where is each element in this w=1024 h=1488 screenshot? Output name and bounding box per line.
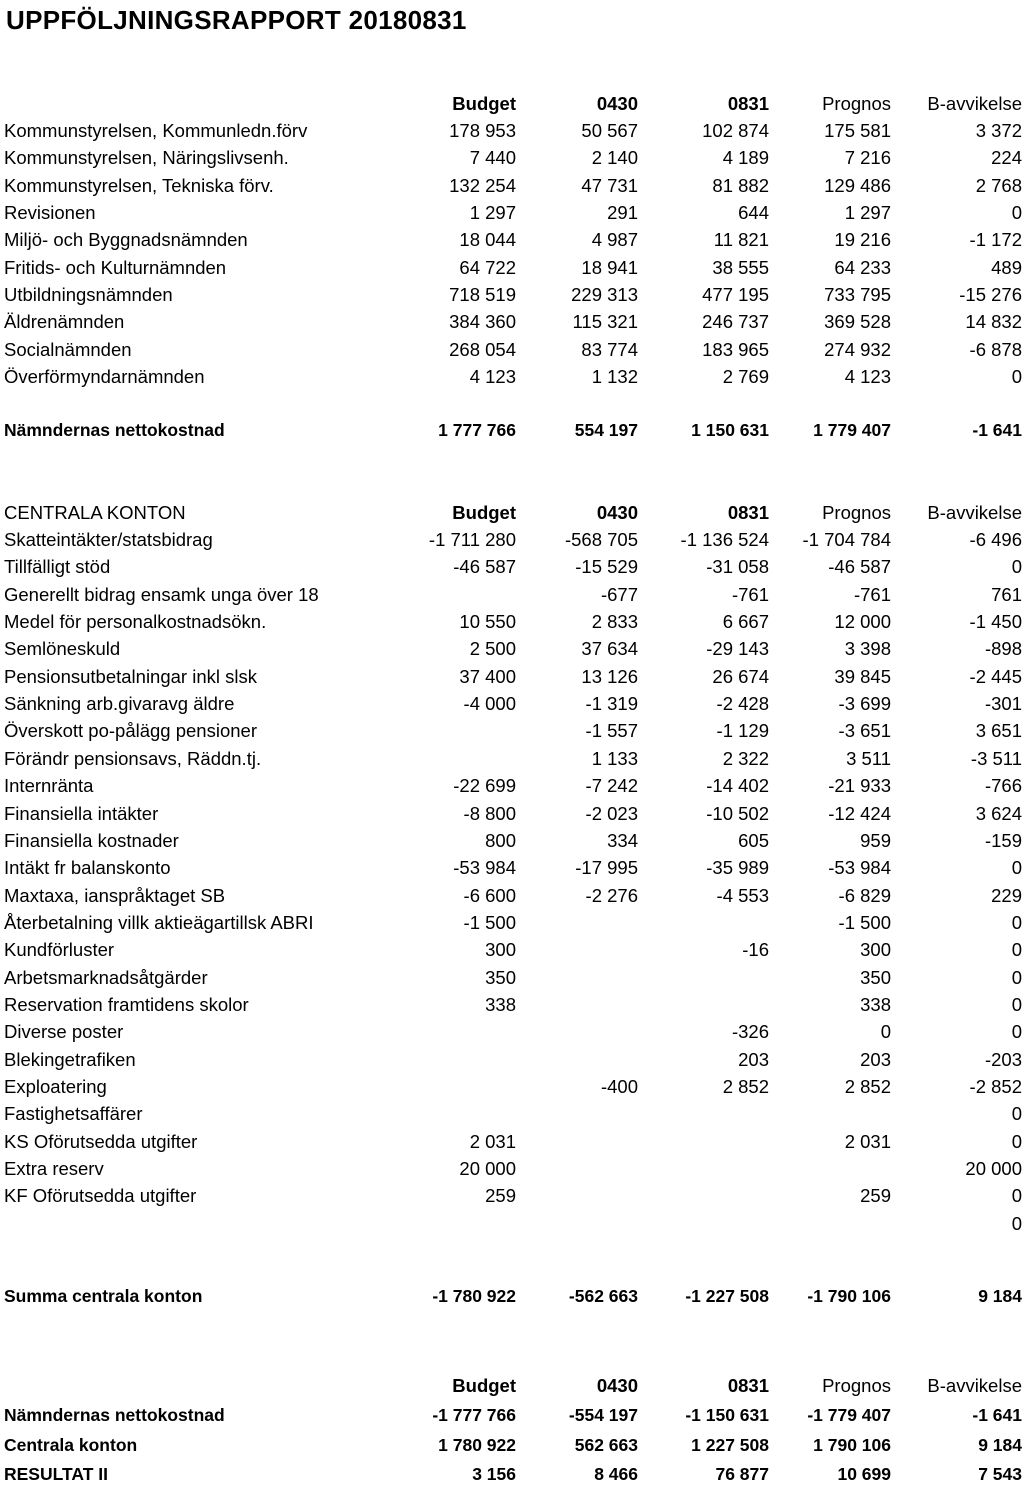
cell-prognos: 1 790 106 bbox=[813, 1434, 891, 1455]
cell-col-0430: 13 126 bbox=[581, 665, 638, 687]
table-total-row bbox=[0, 1402, 1024, 1429]
cell-label: Finansiella kostnader bbox=[4, 829, 179, 851]
cell-col-0831: 26 674 bbox=[712, 665, 769, 687]
cell-prognos: 338 bbox=[860, 993, 891, 1015]
cell-b-avvikelse: 0 bbox=[1011, 1130, 1022, 1152]
cell-col-0831: 605 bbox=[738, 829, 769, 851]
report-title: UPPFÖLJNINGSRAPPORT 20180831 bbox=[6, 5, 467, 35]
cell-prognos: -46 587 bbox=[828, 556, 891, 578]
cell-label: Förändr pensionsavs, Räddn.tj. bbox=[4, 747, 262, 769]
header-col-0831: 0831 bbox=[727, 93, 769, 114]
cell-col-0831: -29 143 bbox=[706, 638, 769, 660]
cell-col-0831: 203 bbox=[738, 1048, 769, 1070]
cell-col-0430: 1 133 bbox=[591, 747, 638, 769]
cell-col-0831: 183 965 bbox=[702, 338, 769, 360]
cell-col-0831: 6 667 bbox=[722, 611, 769, 633]
cell-budget: 37 400 bbox=[459, 665, 516, 687]
cell-b-avvikelse: 14 832 bbox=[965, 311, 1022, 333]
cell-b-avvikelse: 0 bbox=[1011, 993, 1022, 1015]
cell-col-0831: -4 553 bbox=[716, 884, 769, 906]
cell-budget: 2 500 bbox=[469, 638, 516, 660]
cell-b-avvikelse: 2 768 bbox=[975, 174, 1022, 196]
table-row bbox=[0, 663, 1024, 690]
table-row bbox=[0, 581, 1024, 608]
cell-col-0430: 229 313 bbox=[571, 284, 638, 306]
cell-col-0430: 50 567 bbox=[581, 120, 638, 141]
cell-prognos: 64 233 bbox=[834, 256, 891, 278]
cell-label: Miljö- och Byggnadsnämnden bbox=[4, 229, 248, 251]
cell-b-avvikelse: 0 bbox=[1011, 966, 1022, 988]
cell-col-0430: -17 995 bbox=[575, 857, 638, 879]
cell-col-0430: -15 529 bbox=[575, 556, 638, 578]
cell-b-avvikelse: 0 bbox=[1011, 202, 1022, 224]
cell-budget: 350 bbox=[485, 966, 516, 988]
cell-b-avvikelse: 229 bbox=[991, 884, 1022, 906]
cell-col-0430: -2 276 bbox=[585, 884, 638, 906]
header-col-0430: 0430 bbox=[596, 1375, 638, 1396]
cell-prognos: -1 704 784 bbox=[802, 529, 891, 550]
cell-col-0831: -14 402 bbox=[706, 775, 769, 797]
cell-b-avvikelse: 0 bbox=[1011, 366, 1022, 388]
cell-budget: -1 500 bbox=[463, 911, 516, 933]
cell-budget: 300 bbox=[485, 939, 516, 961]
cell-col-0831: 644 bbox=[738, 202, 769, 224]
table-row bbox=[0, 690, 1024, 717]
cell-col-0430: -400 bbox=[600, 1076, 638, 1097]
table-row bbox=[0, 882, 1024, 909]
cell-col-0430: 334 bbox=[607, 829, 638, 851]
cell-prognos: 203 bbox=[860, 1048, 891, 1070]
cell-col-0831: -1 227 508 bbox=[685, 1286, 769, 1306]
cell-budget: -22 699 bbox=[453, 775, 516, 797]
cell-label: Nämndernas nettokostnad bbox=[4, 1405, 225, 1425]
cell-col-0831: -31 058 bbox=[706, 556, 769, 578]
cell-b-avvikelse: -1 450 bbox=[969, 611, 1022, 633]
cell-label: Återbetalning villk aktieägartillsk ABRI bbox=[4, 911, 314, 933]
cell-budget: 259 bbox=[485, 1185, 516, 1207]
cell-budget: 20 000 bbox=[459, 1158, 516, 1180]
cell-budget: -4 000 bbox=[463, 693, 516, 715]
cell-b-avvikelse: -1 172 bbox=[969, 229, 1022, 251]
cell-col-0831: -1 150 631 bbox=[685, 1405, 769, 1425]
cell-label: Överskott po-pålägg pensioner bbox=[4, 720, 257, 742]
cell-col-0430: 83 774 bbox=[581, 338, 638, 360]
cell-label: Sänkning arb.givaravg äldre bbox=[4, 693, 235, 715]
cell-label: KF Oförutsedda utgifter bbox=[4, 1185, 197, 1207]
table-total-row bbox=[0, 1461, 1024, 1488]
cell-budget: -8 800 bbox=[463, 802, 516, 824]
table-row bbox=[0, 363, 1024, 390]
header-b-avvikelse: B-avvikelse bbox=[927, 1375, 1022, 1396]
cell-prognos: 2 031 bbox=[844, 1130, 891, 1152]
cell-prognos: -53 984 bbox=[828, 857, 891, 879]
table-row bbox=[0, 172, 1024, 199]
table-row bbox=[0, 1182, 1024, 1209]
cell-col-0831: -16 bbox=[742, 939, 769, 961]
table-row bbox=[0, 800, 1024, 827]
cell-col-0831: 246 737 bbox=[702, 311, 769, 333]
table-row bbox=[0, 1155, 1024, 1182]
cell-col-0430: -568 705 bbox=[564, 529, 638, 550]
header-b-avvikelse: B-avvikelse bbox=[927, 93, 1022, 114]
cell-b-avvikelse: 0 bbox=[1011, 911, 1022, 933]
cell-prognos: -6 829 bbox=[838, 884, 891, 906]
cell-label: Summa centrala konton bbox=[4, 1286, 203, 1306]
table-row bbox=[0, 1018, 1024, 1045]
cell-b-avvikelse: 224 bbox=[991, 147, 1022, 169]
cell-col-0430: -2 023 bbox=[585, 802, 638, 824]
cell-label: Kommunstyrelsen, Tekniska förv. bbox=[4, 174, 274, 196]
header-col-0831: 0831 bbox=[727, 1375, 769, 1396]
cell-col-0430: 47 731 bbox=[581, 174, 638, 196]
cell-prognos: 19 216 bbox=[834, 229, 891, 251]
cell-col-0831: 2 852 bbox=[722, 1076, 769, 1097]
cell-label: Kommunstyrelsen, Kommunledn.förv bbox=[4, 120, 308, 141]
cell-col-0831: -2 428 bbox=[716, 693, 769, 715]
cell-col-0831: 102 874 bbox=[702, 120, 769, 141]
cell-b-avvikelse: -3 511 bbox=[970, 747, 1022, 769]
cell-b-avvikelse: 489 bbox=[991, 256, 1022, 278]
cell-prognos: 1 779 407 bbox=[813, 420, 891, 440]
cell-budget: 1 297 bbox=[469, 202, 516, 224]
cell-budget: -1 780 922 bbox=[432, 1286, 516, 1306]
header-col-0430: 0430 bbox=[596, 502, 638, 523]
cell-label: Tillfälligt stöd bbox=[4, 556, 111, 578]
cell-b-avvikelse: 0 bbox=[1011, 556, 1022, 578]
cell-label: Blekingetrafiken bbox=[4, 1048, 136, 1070]
cell-b-avvikelse: 9 184 bbox=[978, 1286, 1022, 1306]
cell-prognos: 350 bbox=[860, 966, 891, 988]
cell-budget: 18 044 bbox=[459, 229, 516, 251]
cell-budget: -1 777 766 bbox=[432, 1405, 516, 1425]
table-row bbox=[0, 717, 1024, 744]
cell-col-0430: 1 132 bbox=[591, 366, 638, 388]
cell-prognos: -1 790 106 bbox=[807, 1286, 891, 1306]
cell-col-0831: 4 189 bbox=[722, 147, 769, 169]
cell-budget: 3 156 bbox=[472, 1464, 516, 1484]
header-budget: Budget bbox=[452, 502, 516, 523]
table-row bbox=[0, 1100, 1024, 1127]
cell-label: Generellt bidrag ensamk unga över 18 bbox=[4, 583, 319, 605]
table-header-row bbox=[0, 1372, 1024, 1399]
cell-label: Överförmyndarnämnden bbox=[4, 366, 205, 388]
cell-label: Centrala konton bbox=[4, 1434, 138, 1455]
table-row bbox=[0, 526, 1024, 553]
cell-prognos: -1 779 407 bbox=[807, 1405, 891, 1425]
cell-label: Utbildningsnämnden bbox=[4, 284, 173, 306]
cell-label: RESULTAT II bbox=[4, 1464, 109, 1484]
header-budget: Budget bbox=[452, 93, 516, 114]
cell-label: Fastighetsaffärer bbox=[4, 1103, 143, 1125]
cell-col-0831: 477 195 bbox=[702, 284, 769, 306]
cell-prognos: 7 216 bbox=[844, 147, 891, 169]
cell-b-avvikelse: 0 bbox=[1011, 1103, 1022, 1125]
cell-prognos: 259 bbox=[860, 1185, 891, 1207]
header-label: CENTRALA KONTON bbox=[4, 502, 186, 523]
cell-col-0831: 11 821 bbox=[713, 229, 769, 251]
cell-label: Diverse poster bbox=[4, 1021, 124, 1043]
cell-prognos: 129 486 bbox=[824, 174, 891, 196]
cell-prognos: -21 933 bbox=[828, 775, 891, 797]
cell-b-avvikelse: -301 bbox=[984, 693, 1022, 715]
cell-b-avvikelse: -898 bbox=[984, 638, 1022, 660]
cell-label: Kundförluster bbox=[4, 939, 115, 961]
header-col-0430: 0430 bbox=[596, 93, 638, 114]
cell-col-0831: -1 129 bbox=[716, 720, 769, 742]
table-header-row bbox=[0, 90, 1024, 117]
cell-prognos: 300 bbox=[860, 939, 891, 961]
cell-prognos: 1 297 bbox=[844, 202, 891, 224]
cell-prognos: 3 511 bbox=[846, 747, 891, 769]
cell-col-0831: 81 882 bbox=[712, 174, 769, 196]
cell-col-0430: -562 663 bbox=[568, 1286, 638, 1306]
cell-b-avvikelse: -1 641 bbox=[972, 1405, 1022, 1425]
table-row bbox=[0, 117, 1024, 144]
cell-col-0430: 554 197 bbox=[574, 420, 638, 440]
cell-label: KS Oförutsedda utgifter bbox=[4, 1130, 198, 1152]
cell-label: Äldrenämnden bbox=[4, 311, 125, 333]
cell-b-avvikelse: 9 184 bbox=[978, 1434, 1022, 1455]
cell-label: Internränta bbox=[4, 775, 94, 797]
table-row bbox=[0, 608, 1024, 635]
cell-label: Kommunstyrelsen, Näringslivsenh. bbox=[4, 147, 289, 169]
table-row bbox=[0, 553, 1024, 580]
table-row bbox=[0, 308, 1024, 335]
table-total-row bbox=[0, 1432, 1024, 1459]
table-row bbox=[0, 772, 1024, 799]
cell-col-0430: -1 557 bbox=[585, 720, 638, 742]
cell-col-0430: -7 242 bbox=[585, 775, 638, 797]
cell-prognos: -12 424 bbox=[828, 802, 891, 824]
cell-col-0831: 2 769 bbox=[722, 366, 769, 388]
cell-budget: 7 440 bbox=[469, 147, 516, 169]
cell-prognos: 175 581 bbox=[824, 120, 891, 141]
cell-budget: 132 254 bbox=[449, 174, 516, 196]
cell-budget: 10 550 bbox=[459, 611, 516, 633]
cell-b-avvikelse: -1 641 bbox=[972, 420, 1022, 440]
header-prognos: Prognos bbox=[822, 1375, 891, 1396]
table-row bbox=[0, 336, 1024, 363]
cell-b-avvikelse: -766 bbox=[984, 775, 1022, 797]
cell-b-avvikelse: 0 bbox=[1011, 857, 1022, 879]
cell-col-0430: 2 140 bbox=[591, 147, 638, 169]
cell-label: Intäkt fr balanskonto bbox=[4, 857, 171, 879]
cell-col-0430: 18 941 bbox=[581, 256, 638, 278]
cell-b-avvikelse: -6 496 bbox=[969, 529, 1022, 550]
cell-col-0430: -1 319 bbox=[585, 693, 638, 715]
cell-budget: 800 bbox=[485, 829, 516, 851]
cell-b-avvikelse: 0 bbox=[1011, 1021, 1022, 1043]
header-prognos: Prognos bbox=[822, 93, 891, 114]
cell-budget: 1 780 922 bbox=[438, 1434, 516, 1455]
cell-prognos: -3 699 bbox=[838, 693, 891, 715]
cell-b-avvikelse: 3 372 bbox=[975, 120, 1022, 141]
cell-b-avvikelse: -203 bbox=[984, 1048, 1022, 1070]
cell-label: Reservation framtidens skolor bbox=[4, 993, 249, 1015]
cell-b-avvikelse: 0 bbox=[1011, 1212, 1022, 1234]
cell-budget: 1 777 766 bbox=[438, 420, 516, 440]
table-row bbox=[0, 991, 1024, 1018]
cell-col-0831: 1 227 508 bbox=[691, 1434, 769, 1455]
cell-label: Pensionsutbetalningar inkl slsk bbox=[4, 665, 257, 687]
table-row bbox=[0, 199, 1024, 226]
cell-b-avvikelse: 20 000 bbox=[965, 1158, 1022, 1180]
cell-prognos: 12 000 bbox=[834, 611, 891, 633]
cell-label: Maxtaxa, ianspråktaget SB bbox=[4, 884, 226, 906]
cell-col-0831: -1 136 524 bbox=[680, 529, 769, 550]
table-row bbox=[0, 1128, 1024, 1155]
cell-budget: -1 711 280 bbox=[428, 529, 516, 550]
cell-label: Semlöneskuld bbox=[4, 638, 121, 660]
cell-col-0430: 115 321 bbox=[572, 311, 638, 333]
cell-col-0430: -554 197 bbox=[568, 1405, 638, 1425]
table-row bbox=[0, 909, 1024, 936]
cell-b-avvikelse: -2 852 bbox=[969, 1076, 1022, 1097]
header-b-avvikelse: B-avvikelse bbox=[927, 502, 1022, 523]
cell-budget: 718 519 bbox=[449, 284, 516, 306]
cell-label: Revisionen bbox=[4, 202, 96, 224]
cell-label: Exploatering bbox=[4, 1076, 107, 1097]
cell-b-avvikelse: -6 878 bbox=[969, 338, 1022, 360]
cell-label: Skatteintäkter/statsbidrag bbox=[4, 529, 213, 550]
cell-col-0430: 8 466 bbox=[594, 1464, 638, 1484]
cell-prognos: -1 500 bbox=[838, 911, 891, 933]
cell-budget: 64 722 bbox=[459, 256, 516, 278]
table-row bbox=[0, 254, 1024, 281]
cell-prognos: -761 bbox=[853, 583, 891, 605]
cell-col-0831: 2 322 bbox=[722, 747, 769, 769]
cell-col-0831: -10 502 bbox=[706, 802, 769, 824]
table-row bbox=[0, 964, 1024, 991]
cell-b-avvikelse: 3 651 bbox=[975, 720, 1022, 742]
cell-prognos: -3 651 bbox=[838, 720, 891, 742]
cell-budget: -53 984 bbox=[453, 857, 516, 879]
cell-budget: 338 bbox=[485, 993, 516, 1015]
cell-b-avvikelse: 761 bbox=[991, 583, 1022, 605]
table-row bbox=[0, 745, 1024, 772]
cell-label: Finansiella intäkter bbox=[4, 802, 159, 824]
cell-budget: 2 031 bbox=[469, 1130, 516, 1152]
cell-budget: 268 054 bbox=[449, 338, 516, 360]
header-col-0831: 0831 bbox=[727, 502, 769, 523]
table-row bbox=[0, 144, 1024, 171]
table-row bbox=[0, 281, 1024, 308]
cell-col-0430: -677 bbox=[600, 583, 638, 605]
table-row bbox=[0, 936, 1024, 963]
cell-b-avvikelse: 0 bbox=[1011, 939, 1022, 961]
cell-b-avvikelse: 7 543 bbox=[978, 1464, 1022, 1484]
table-row bbox=[0, 1210, 1024, 1237]
table-total-row bbox=[0, 417, 1024, 444]
table-header-row bbox=[0, 499, 1024, 526]
cell-prognos: 959 bbox=[860, 829, 891, 851]
cell-prognos: 2 852 bbox=[844, 1076, 891, 1097]
cell-budget: 384 360 bbox=[449, 311, 516, 333]
table-row bbox=[0, 854, 1024, 881]
table-row bbox=[0, 827, 1024, 854]
cell-col-0831: 1 150 631 bbox=[691, 420, 769, 440]
cell-label: Socialnämnden bbox=[4, 338, 132, 360]
cell-col-0430: 2 833 bbox=[591, 611, 638, 633]
cell-prognos: 10 699 bbox=[837, 1464, 891, 1484]
header-budget: Budget bbox=[452, 1375, 516, 1396]
table-total-row bbox=[0, 1283, 1024, 1310]
cell-label: Fritids- och Kulturnämnden bbox=[4, 256, 227, 278]
cell-prognos: 0 bbox=[880, 1021, 891, 1043]
cell-col-0430: 562 663 bbox=[574, 1434, 638, 1455]
cell-prognos: 274 932 bbox=[824, 338, 891, 360]
header-prognos: Prognos bbox=[822, 502, 891, 523]
table-row bbox=[0, 635, 1024, 662]
cell-col-0831: 38 555 bbox=[712, 256, 769, 278]
cell-b-avvikelse: -159 bbox=[984, 829, 1022, 851]
cell-budget: -46 587 bbox=[453, 556, 516, 578]
cell-label: Nämndernas nettokostnad bbox=[4, 420, 225, 440]
cell-col-0430: 4 987 bbox=[591, 229, 638, 251]
cell-label: Extra reserv bbox=[4, 1158, 104, 1180]
table-row bbox=[0, 226, 1024, 253]
cell-budget: 178 953 bbox=[449, 120, 516, 141]
cell-col-0430: 37 634 bbox=[581, 638, 638, 660]
cell-label: Arbetsmarknadsåtgärder bbox=[4, 966, 208, 988]
table-row bbox=[0, 1073, 1024, 1100]
cell-col-0831: 76 877 bbox=[715, 1464, 769, 1484]
cell-prognos: 369 528 bbox=[824, 311, 891, 333]
cell-b-avvikelse: -15 276 bbox=[959, 284, 1022, 306]
cell-prognos: 39 845 bbox=[834, 665, 891, 687]
table-row bbox=[0, 1046, 1024, 1073]
cell-budget: -6 600 bbox=[463, 884, 516, 906]
cell-col-0430: 291 bbox=[607, 202, 638, 224]
cell-budget: 4 123 bbox=[469, 366, 516, 388]
cell-prognos: 733 795 bbox=[824, 284, 891, 306]
cell-col-0831: -35 989 bbox=[706, 857, 769, 879]
cell-label: Medel för personalkostnadsökn. bbox=[4, 611, 267, 633]
cell-b-avvikelse: 0 bbox=[1011, 1185, 1022, 1207]
cell-b-avvikelse: -2 445 bbox=[969, 665, 1022, 687]
cell-col-0831: -761 bbox=[731, 583, 769, 605]
cell-b-avvikelse: 3 624 bbox=[975, 802, 1022, 824]
cell-col-0831: -326 bbox=[731, 1021, 769, 1043]
cell-prognos: 4 123 bbox=[844, 366, 891, 388]
cell-prognos: 3 398 bbox=[844, 638, 891, 660]
